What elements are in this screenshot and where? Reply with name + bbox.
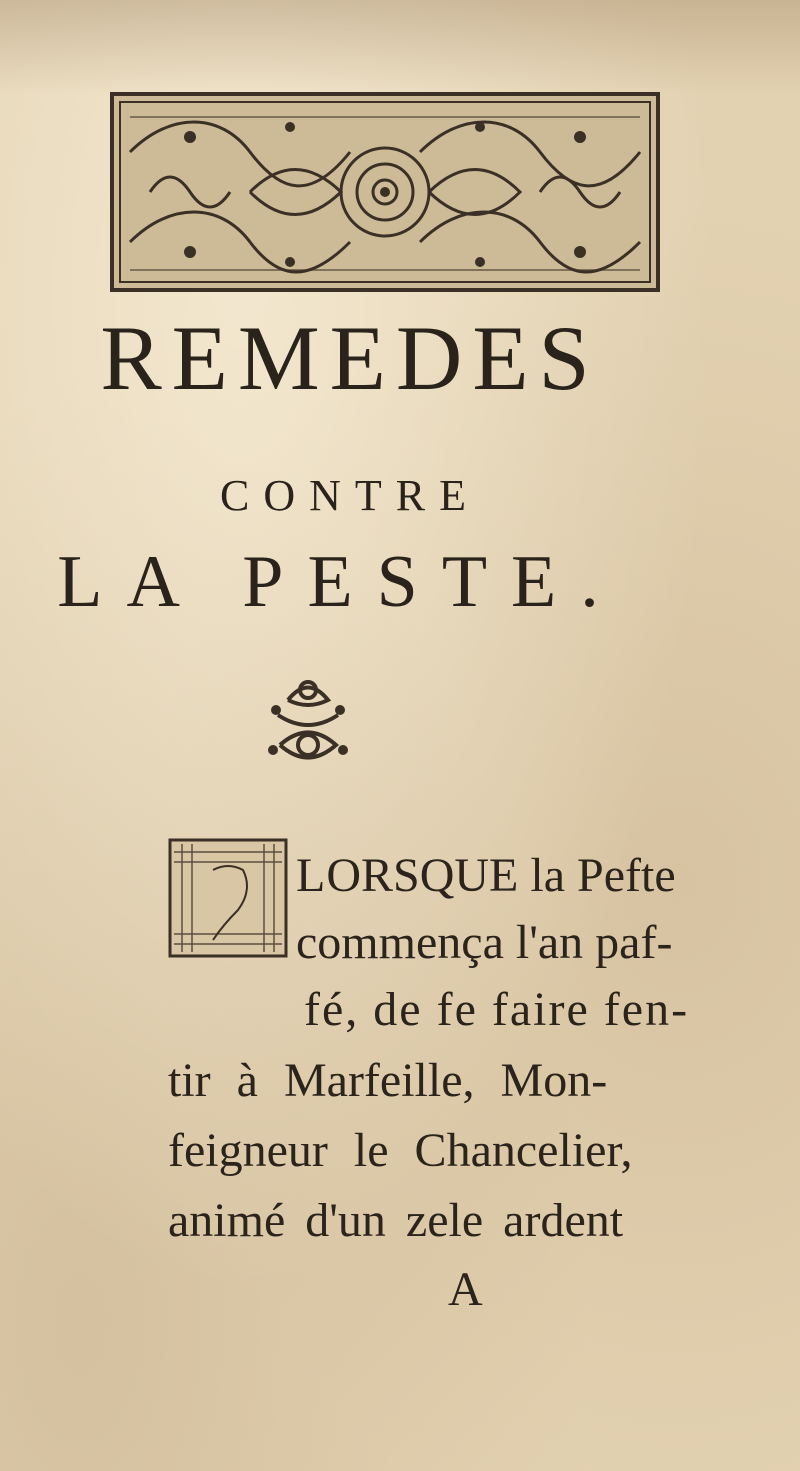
text-line-1 [296,848,676,903]
title-contre: CONTRE [220,471,480,520]
text-line-5: feigneur le Chancelier, [168,1124,633,1177]
text-line-3: fé, de fe faire fen- [304,983,690,1036]
title-remedes: REMEDES [100,307,600,409]
text-line-6: animé d'un zele ardent [168,1194,624,1247]
initial-letter: L [296,849,327,902]
catchword: A [448,1263,483,1316]
title-la-peste: LA PESTE. [57,541,623,623]
line-1-text: ORSQUE la Pefte [326,849,676,902]
text-line-2: commença l'an paf- [296,916,673,969]
text-line-4: tir à Marfeille, Mon- [168,1054,608,1107]
